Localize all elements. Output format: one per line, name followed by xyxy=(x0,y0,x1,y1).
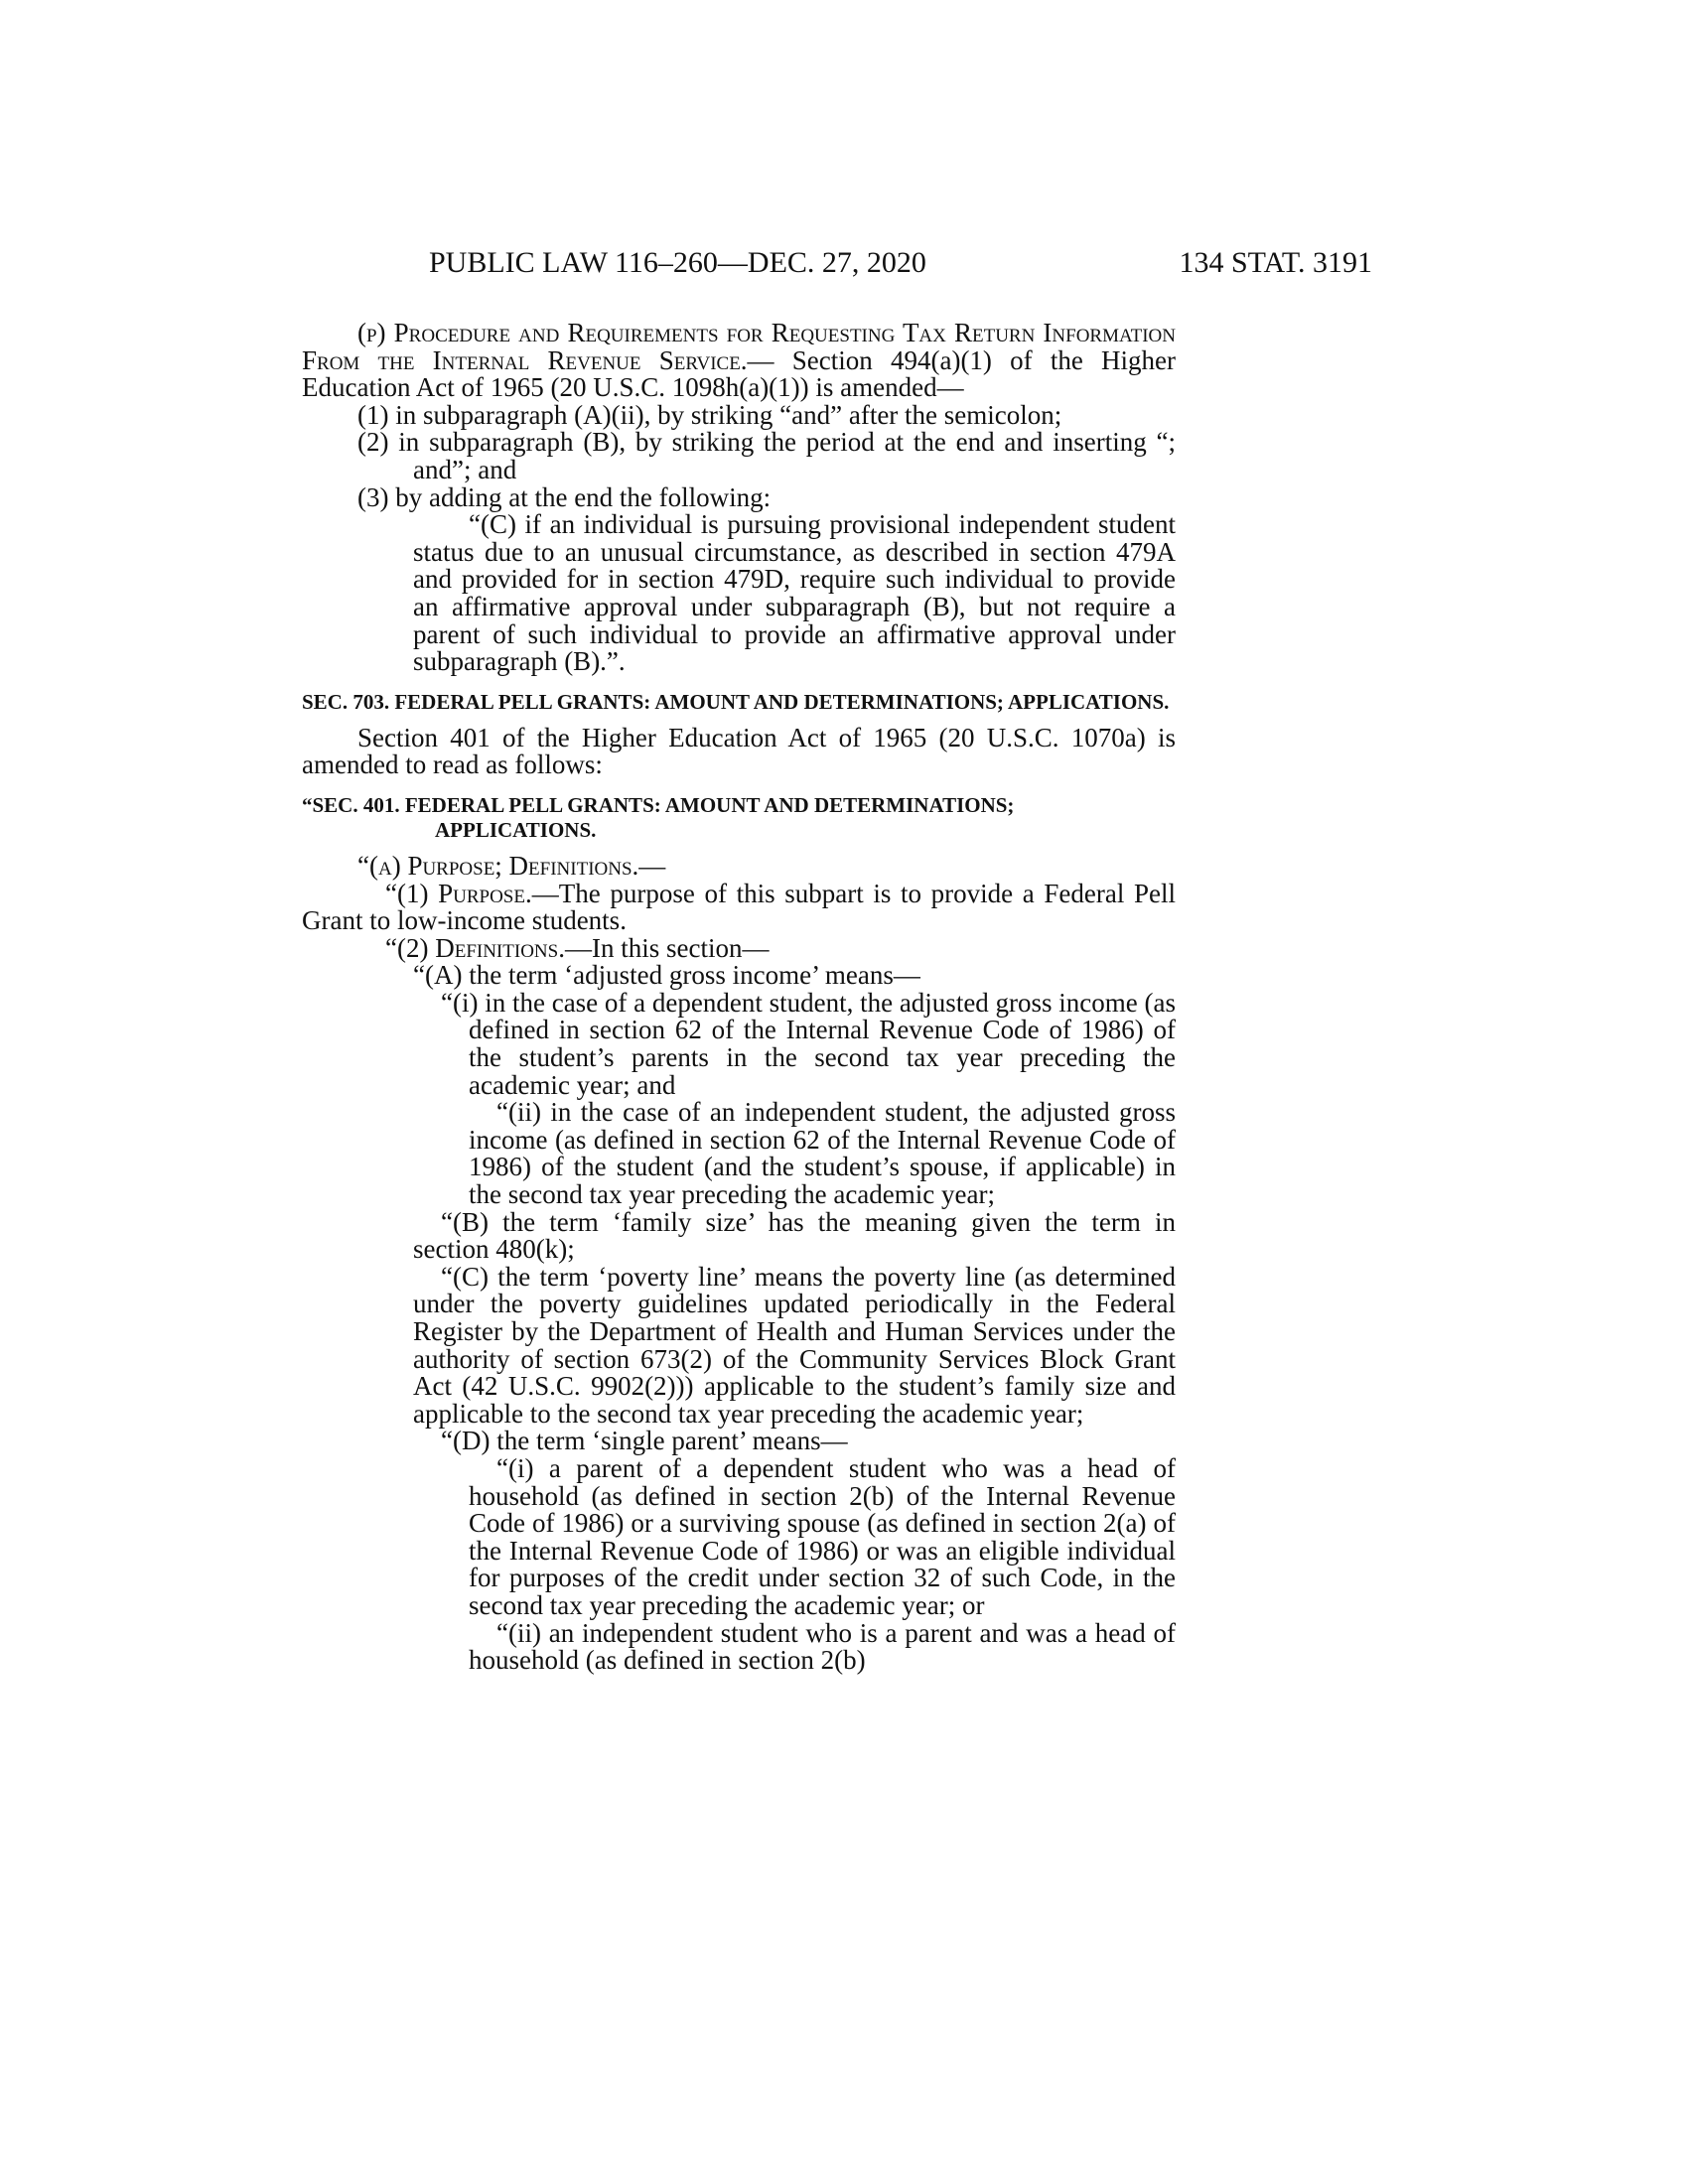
purpose-text: —The purpose of this subpart is to provide a Federal Pell Grant to low-income students. xyxy=(302,878,1176,936)
clause-A-ii: “(ii) in the case of an independent student, the adjusted gross income (as defined in section 62 of the Internal Revenue Code of 1986) of the student (and the student’s spouse, if applicable) in the second tax year preceding the academic year; xyxy=(469,1097,1176,1210)
paragraph-a2 xyxy=(302,932,1176,963)
purpose-label: “(1) Purpose. xyxy=(385,878,532,908)
clause-D-ii: “(ii) an independent student who is a parent and was a head of household (as defined in section 2(b) xyxy=(469,1617,1176,1676)
subsection-a-heading xyxy=(302,850,1176,881)
clause-D-i: “(i) a parent of a dependent student who was a head of household (as defined in section 2(b) of the Internal Revenue Code of 1986) or a surviving spouse (as defined in section 2(a) of the Internal Revenue Code of 1986) or was an eligible individual for purposes of the credit under section 32 of such Code, in the second tax year preceding the academic year; or xyxy=(469,1452,1176,1620)
subparagraph-D: “(D) the term ‘single parent’ means— xyxy=(441,1426,848,1456)
paragraph-2: (2) in subparagraph (B), by striking the period at the end and inserting “; and”; and xyxy=(357,427,1176,484)
subparagraph-c: “(C) if an individual is pursuing provisional independent student status due to an unusual circumstance, as described in section 479A and provided for in section 479D, require such individual to provide an affirmative approval under subparagraph (B), but not require a parent of such individual to provide an affirmative approval under subparagraph (B).”. xyxy=(413,509,1176,677)
section-401-heading: “SEC. 401. FEDERAL PELL GRANTS: AMOUNT AND DETERMINATIONS; APPLICATIONS. xyxy=(302,792,1015,842)
statute-text xyxy=(302,320,1176,1675)
running-head: PUBLIC LAW 116–260—DEC. 27, 2020 xyxy=(429,246,926,279)
section-703-text: Section 401 of the Higher Education Act of 1965 (20 U.S.C. 1070a) is amended to read as follows: xyxy=(302,722,1176,780)
subsection-a-title: “(a) Purpose; Definitions.— xyxy=(357,850,666,881)
stat-page-number: 134 STAT. 3191 xyxy=(1179,246,1372,279)
paragraph-a1 xyxy=(302,878,1176,936)
paragraph-3: (3) by adding at the end the following: xyxy=(357,481,772,512)
subsection-p xyxy=(302,320,1176,402)
subsection-p-heading: (p) Procedure and Requirements for Requesting Tax Return Information From the Internal Revenue Service.— xyxy=(302,318,1176,375)
paragraph-1: (1) in subparagraph (A)(ii), by striking “and” after the semicolon; xyxy=(357,399,1062,430)
subsection-p-text: Section 494(a)(1) of the Higher Education Act of 1965 (20 U.S.C. 1098h(a)(1)) is amended— xyxy=(302,344,1177,403)
definitions-text: —In this section— xyxy=(564,932,770,963)
clause-A-i-text: “(i) in the case of a dependent student, the adjusted gross income (as defined in section 62 of the Internal Revenue Code of 1986) of the student’s parents in the second tax year preceding the academic year; and xyxy=(441,987,1177,1100)
clause-A-i xyxy=(302,987,1177,1100)
subparagraph-B: “(B) the term ‘family size’ has the meaning given the term in section 480(k); xyxy=(413,1206,1176,1265)
section-703-heading: SEC. 703. FEDERAL PELL GRANTS: AMOUNT AND DETERMINATIONS; APPLICATIONS. xyxy=(302,689,1170,714)
subparagraph-C: “(C) the term ‘poverty line’ means the poverty line (as determined under the poverty guidelines updated periodically in the Federal Register by the Department of Health and Human Services under the authority of section 673(2) of the Community Services Block Grant Act (42 U.S.C. 9902(2))) applicable to the student’s family size and applicable to the second tax year preceding the academic year; xyxy=(413,1261,1176,1429)
subparagraph-A: “(A) the term ‘adjusted gross income’ means— xyxy=(413,960,920,991)
definitions-label: “(2) Definitions. xyxy=(385,932,565,963)
